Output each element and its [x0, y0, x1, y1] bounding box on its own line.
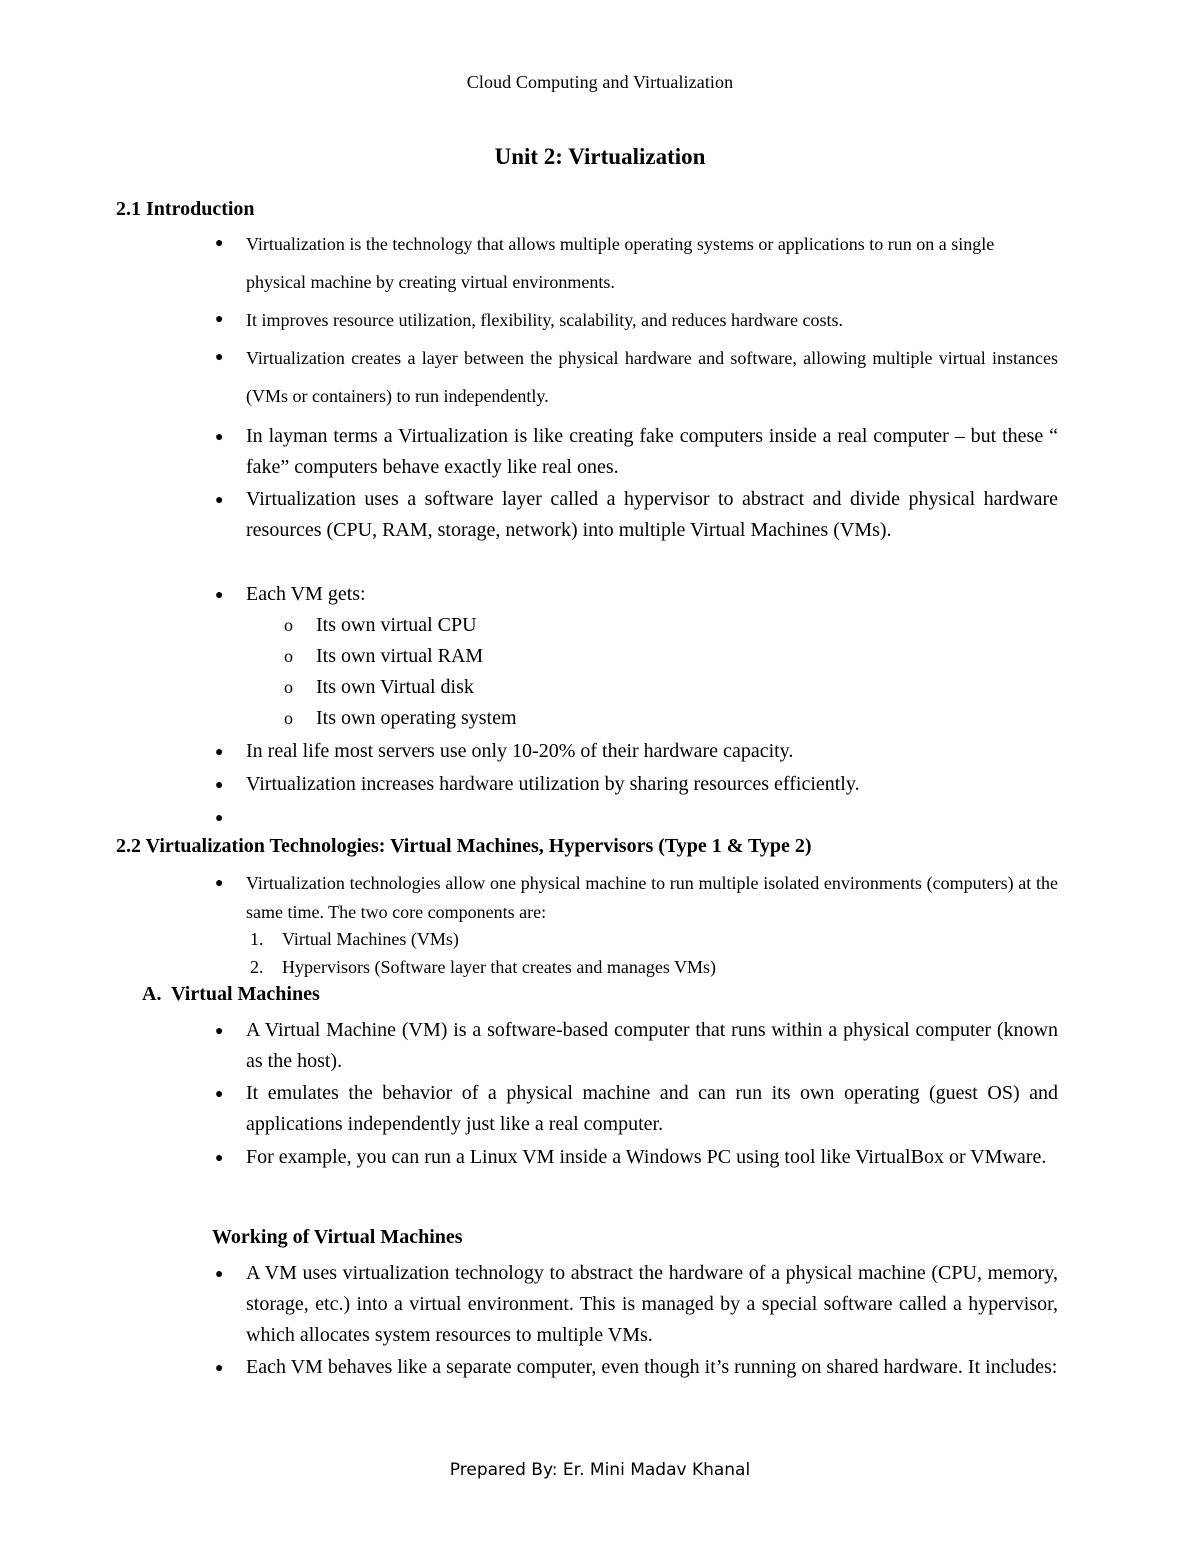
bullet-icon: ● — [215, 1087, 224, 1102]
bullet-icon: ● — [215, 430, 224, 445]
bullet-icon: ● — [215, 350, 224, 365]
subsection-heading-working-of-vms: Working of Virtual Machines — [212, 1226, 463, 1248]
list-item — [215, 301, 1058, 339]
section-heading-introduction: 2.1 Introduction — [116, 198, 255, 220]
bullet-icon: ● — [215, 588, 224, 603]
bullet-icon: ● — [215, 493, 224, 508]
list-item-text: It improves resource utilization, flexibility, scalability, and reduces hardware costs. — [246, 310, 843, 330]
list-item — [215, 1015, 1058, 1077]
sub-list-item — [284, 672, 474, 703]
list-item — [215, 421, 1058, 483]
item-number: 1. — [250, 929, 264, 949]
sub-list-item — [284, 641, 484, 672]
list-item-text: For example, you can run a Linux VM inside a Windows PC using tool like VirtualBox or VMware. — [246, 1146, 1047, 1168]
list-item — [215, 736, 1058, 767]
list-item — [215, 484, 1058, 546]
list-item — [215, 1352, 1058, 1383]
list-item-text: Each VM behaves like a separate computer, even though it’s running on shared hardware. It includes: — [246, 1356, 1058, 1378]
bullet-icon: ● — [215, 876, 224, 891]
list-item — [215, 1258, 1058, 1351]
sub-list-item-text: Its own operating system — [316, 707, 517, 729]
numbered-item-text: Virtual Machines (VMs) — [282, 929, 459, 949]
bullet-icon: ● — [215, 1361, 224, 1376]
list-item-text: Virtualization increases hardware utilization by sharing resources efficiently. — [246, 773, 860, 795]
list-item — [215, 1142, 1058, 1173]
list-item-text: In layman terms a Virtualization is like creating fake computers inside a real computer – but these “ fake” computers behave exactly like real ones. — [246, 425, 1058, 478]
circle-bullet-icon: o — [284, 646, 293, 666]
list-item — [215, 869, 1058, 927]
section-heading-virtualization-technologies: 2.2 Virtualization Technologies: Virtual Machines, Hypervisors (Type 1 & Type 2) — [116, 835, 812, 857]
list-item-text: A VM uses virtualization technology to abstract the hardware of a physical machine (CPU, memory, storage, etc.) into a virtual environment. This is managed by a special software called a hypervisor, which allocates system resources to multiple VMs. — [246, 1262, 1058, 1346]
sub-list-item-text: Its own virtual CPU — [316, 614, 477, 636]
list-item — [215, 579, 1058, 610]
bullet-icon: ● — [215, 1267, 224, 1282]
bullet-icon: ● — [215, 745, 224, 760]
list-item-text: Virtualization is the technology that allows multiple operating systems or applications to run on a single physical machine by creating virtual environments. — [246, 234, 995, 292]
running-header: Cloud Computing and Virtualization — [466, 72, 734, 92]
list-item — [215, 339, 1058, 415]
circle-bullet-icon: o — [284, 615, 293, 635]
list-item-text: Virtualization creates a layer between the physical hardware and software, allowing multiple virtual instances (VMs or containers) to run independently. — [246, 348, 1058, 406]
item-number: 2. — [250, 957, 264, 977]
list-item-text: In real life most servers use only 10-20% of their hardware capacity. — [246, 740, 794, 762]
list-item-text: Virtualization uses a software layer called a hypervisor to abstract and divide physical hardware resources (CPU, RAM, storage, network) into multiple Virtual Machines (VMs). — [246, 488, 1058, 541]
bullet-icon: ● — [215, 1024, 224, 1039]
unit-title: Unit 2: Virtualization — [494, 144, 706, 169]
sub-list-item — [284, 610, 477, 641]
sub-list-item — [284, 703, 517, 734]
list-item-text: A Virtual Machine (VM) is a software-based computer that runs within a physical computer (known as the host). — [246, 1019, 1058, 1072]
list-item-text: Virtualization technologies allow one physical machine to run multiple isolated environments (computers) at the same time. The two core components are: — [246, 873, 1058, 922]
numbered-item — [250, 953, 717, 981]
bullet-icon: ● — [215, 1151, 224, 1166]
bullet-icon: ● — [215, 312, 224, 327]
numbered-item — [250, 925, 459, 953]
sub-list-item-text: Its own virtual RAM — [316, 645, 484, 667]
footer-prepared-by: Prepared By: Er. Mini Madav Khanal — [449, 1460, 751, 1480]
circle-bullet-icon: o — [284, 677, 293, 697]
numbered-item-text: Hypervisors (Software layer that creates and manages VMs) — [282, 957, 717, 977]
bullet-icon: ● — [215, 811, 224, 826]
list-item — [215, 225, 1058, 301]
bullet-icon: ● — [215, 236, 224, 251]
list-item — [215, 1078, 1058, 1140]
sub-list-item-text: Its own Virtual disk — [316, 676, 474, 698]
subsection-heading-virtual-machines: A. Virtual Machines — [142, 983, 320, 1005]
list-item-text: Each VM gets: — [246, 583, 366, 605]
bullet-icon: ● — [215, 778, 224, 793]
list-item — [215, 769, 1058, 800]
list-item-text: It emulates the behavior of a physical machine and can run its own operating (guest OS) and applications independently just like a real computer. — [246, 1082, 1058, 1135]
circle-bullet-icon: o — [284, 708, 293, 728]
